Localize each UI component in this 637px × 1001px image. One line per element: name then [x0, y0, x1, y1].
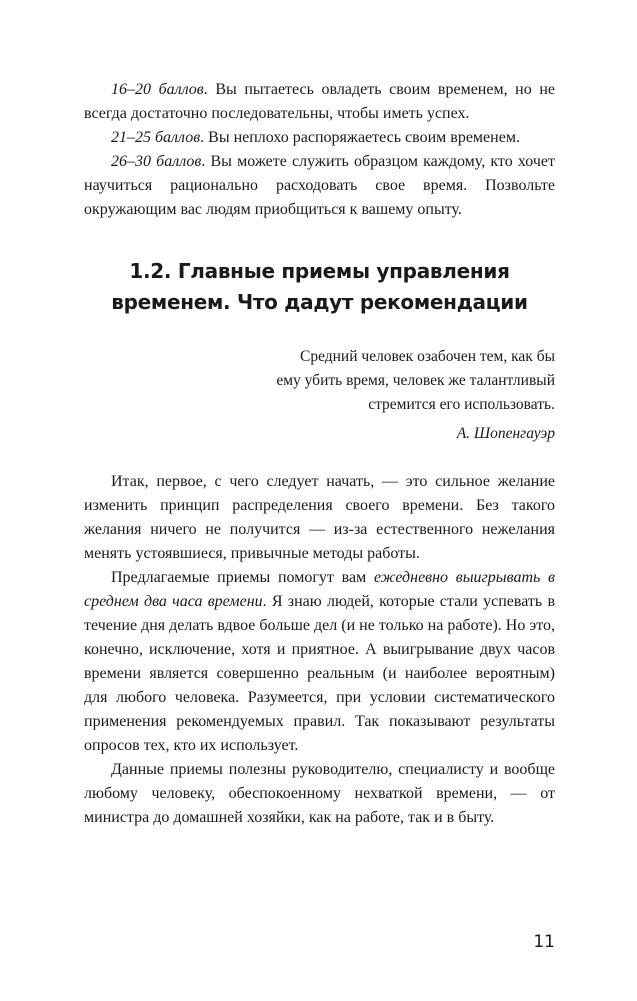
score-range: 21–25 баллов [111, 129, 201, 146]
section-heading-line-2: временем. Что дадут рекомендации [111, 290, 528, 314]
paragraph-2-start: Предлагаемые приемы помогут вам [111, 569, 374, 586]
paragraph-2-end: . Я знаю людей, которые стали успевать в течение дня делать вдвое больше дел (и не только на работе). Но это, конечно, исключение, хотя и приятное. А выигрывание двух часов времени является совершенно реальным (и наиболее вероятным) для любого человека. Разумеется, при условии систематического применения рекомендуемых правил. Так показывают результаты опросов тех, кто их использует. [84, 593, 555, 754]
score-description: . Вы можете служить образцом каждому, кто хочет научиться рационально расходовать свое время. Позвольте окружающим вас людям приобщиться к вашему опыту. [84, 153, 556, 218]
epigraph-line-3: стремится его использовать. [368, 396, 555, 413]
section-heading-line-1: 1.2. Главные приемы управления [129, 259, 510, 283]
score-description: . Вы неплохо распоряжаетесь своим временем. [200, 129, 520, 146]
score-paragraph-16-20 [84, 78, 555, 126]
epigraph-line-1: Средний человек озабочен тем, как бы [299, 348, 555, 365]
score-description: . Вы пытаетесь овладеть своим временем, но не всегда достаточно последовательны, чтобы иметь успех. [84, 81, 555, 122]
score-range: 26–30 баллов [111, 153, 202, 170]
score-paragraph-26-30 [84, 150, 555, 222]
score-paragraph-21-25 [84, 126, 555, 150]
body-text [84, 470, 555, 830]
paragraph-2-emphasis: ежедневно выигрывать в среднем два часа времени [84, 569, 555, 610]
epigraph [84, 345, 555, 417]
body-paragraph-1: Итак, первое, с чего следует начать, — это сильное желание изменить принцип распределения своего времени. Без такого желания ничего не получится — из-за естественного нежелания менять устоявшиеся, привычные методы работы. [84, 473, 555, 562]
book-page [84, 78, 555, 830]
score-range: 16–20 баллов [111, 81, 204, 98]
score-results [84, 78, 555, 222]
epigraph-author: А. Шопенгауэр [456, 425, 555, 442]
body-paragraph-2 [84, 566, 555, 758]
epigraph-line-2: ему убить время, человек же талантливый [276, 372, 555, 389]
body-paragraph-3: Данные приемы полезны руководителю, специалисту и вообще любому человеку, обеспокоенному нехваткой времени, — от министра до домашней хозяйки, как на работе, так и в быту. [84, 761, 555, 826]
page-number: 11 [533, 932, 555, 952]
section-heading [84, 256, 555, 318]
